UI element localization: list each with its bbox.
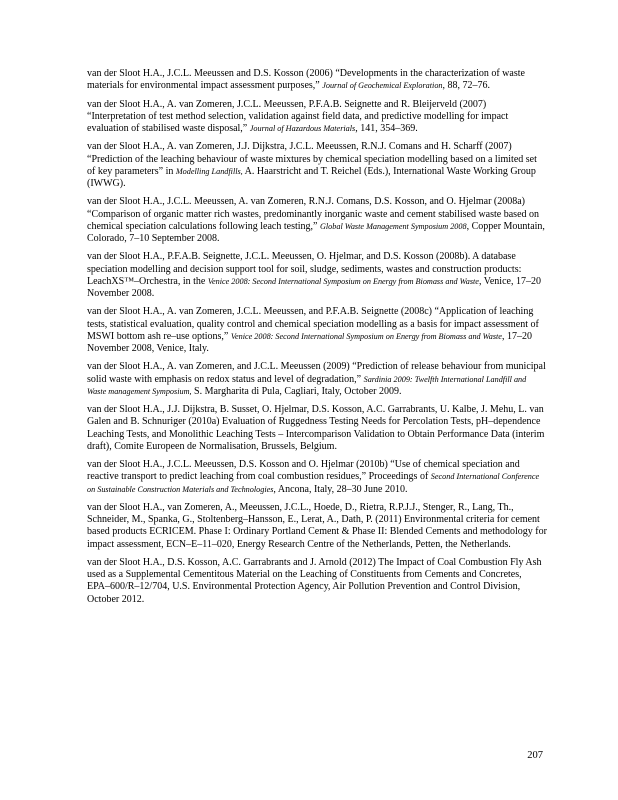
reference-source: Second International Conference on Sustainable Construction Materials and Technologies <box>87 472 540 494</box>
reference-text: van der Sloot H.A., J.C.L. Meeussen, A. van Zomeren, R.N.J. Comans, D.S. Kosson, and O. Hjelmar (2008a) “Comparison of organic matter rich wastes, predominantly inorganic waste and cement stabilised waste based on chemical speciation calculations following leach testing,” <box>87 196 540 232</box>
reference-details: , Copper Mountain, Colorado, 7–10 September 2008. <box>87 220 545 244</box>
reference-text: van der Sloot H.A., P.F.A.B. Seignette, J.C.L. Meeussen, O. Hjelmar, and D.S. Kosson (2008b). A database speciation modelling and decision support tool for soil, sludge, sediments, wastes and construction products: LeachXS™–Orchestra, in the <box>87 251 522 287</box>
reference-details: , 88, 72–76. <box>442 80 491 92</box>
reference-source: Sardinia 2009: Twelfth International Landfill and Waste management Symposium, <box>87 374 527 396</box>
reference-entry <box>87 68 547 92</box>
reference-entry <box>87 196 547 245</box>
reference-details: A. Haarstricht and T. Reichel (Eds.), International Waste Working Group (IWWG). <box>87 165 536 189</box>
reference-source: Journal of Geochemical Exploration <box>322 81 443 91</box>
reference-text: van der Sloot H.A., A. van Zomeren, J.C.L. Meeussen, and P.F.A.B. Seignette (2008c) “Application of leaching tests, statistical evaluation, quality control and chemical speciation modelling as a basis for impact assessment of MSWI bottom ash re–use options,” <box>87 306 539 342</box>
reference-details: , 141, 354–369. <box>355 123 418 134</box>
reference-details: S. Margharita di Pula, Cagliari, Italy, October 2009. <box>191 385 402 397</box>
page-number: 207 <box>527 750 543 761</box>
reference-text: van der Sloot H.A., A. van Zomeren, J.C.L. Meeussen, P.F.A.B. Seignette and R. Bleijerveld (2007) “Interpretation of test method selection, validation against field data, and predictive modelling for impact evaluation of stabilised waste disposal,” <box>87 98 509 134</box>
reference-source: Venice 2008: Second International Symposium on Energy from Biomass and Waste <box>230 331 502 341</box>
reference-text: van der Sloot H.A., J.C.L. Meeussen, D.S. Kosson and O. Hjelmar (2010b) “Use of chemical speciation and reactive transport to predict leaching from coal combustion residues,” Proceedings of <box>87 459 520 483</box>
reference-details: , 17–20 November 2008, Venice, Italy. <box>87 330 532 354</box>
reference-text: van der Sloot H.A., J.J. Dijkstra, B. Susset, O. Hjelmar, D.S. Kosson, A.C. Garrabrants, U. Kalbe, J. Mehu, L. van Galen and B. Schnuriger (2010a) Evaluation of Ruggedness Testing Needs for Percolation Tests, pH–dependence Leaching Tests, and Monolithic Leaching Tests – Intercomparison Validation to Obtain Performance Data (interim draft), Comite Europeen de Normalisation, Brussels, Belgium. <box>87 404 545 452</box>
reference-text: van der Sloot H.A., A. van Zomeren, J.J. Dijkstra, J.C.L. Meeussen, R.N.J. Comans and H. Scharff (2007) “Prediction of the leaching behaviour of waste mixtures by chemical speciation modelling based on a limited set of key parameters” in <box>87 141 537 177</box>
reference-text: van der Sloot H.A., J.C.L. Meeussen and D.S. Kosson (2006) “Developments in the characterization of waste materials for environmental impact assessment purposes,” <box>87 68 525 92</box>
reference-entry <box>87 502 547 551</box>
reference-source: Modelling Landfills, <box>175 166 243 176</box>
reference-source: Global Waste Management Symposium 2008 <box>319 221 467 231</box>
reference-entry <box>87 459 547 496</box>
reference-list <box>87 68 547 612</box>
reference-details: , Ancona, Italy, 28–30 June 2010. <box>273 483 408 495</box>
reference-text: van der Sloot H.A., D.S. Kosson, A.C. Garrabrants and J. Arnold (2012) The Impact of Coal Combustion Fly Ash used as a Supplemental Cementitous Material on the Leaching of Constituents from Cements and Concretes, EPA–600/R–12/704, U.S. Environmental Protection Agency, Air Pollution Prevention and Control Division, October 2012. <box>87 556 542 605</box>
reference-entry <box>87 404 547 453</box>
reference-text: van der Sloot H.A., van Zomeren, A., Meeussen, J.C.L., Hoede, D., Rietra, R.P.J.J., Stenger, R., Lang, Th., Schneider, M., Spanka, G., Stoltenberg–Hansson, E., Lerat, A., Dath, P. (2011) Environmental criteria for cement based products ECRICEM. Phase I: Ordinary Portland Cement & Phase II: Blended Cements and methodology for impact assessment, ECN–E–11–020, Energy Research Centre of the Netherlands, Petten, the Netherlands. <box>87 501 547 550</box>
reference-entry <box>87 99 547 136</box>
reference-text: van der Sloot H.A., A. van Zomeren, and J.C.L. Meeussen (2009) “Prediction of release behaviour from municipal solid waste with emphasis on redox status and level of degradation,” <box>87 361 546 385</box>
reference-entry <box>87 141 547 190</box>
reference-entry <box>87 251 547 300</box>
reference-entry <box>87 361 547 398</box>
reference-entry <box>87 306 547 355</box>
reference-source: Journal of Hazardous Materials <box>249 124 356 133</box>
reference-source: Venice 2008: Second International Symposium on Energy from Biomass and Waste <box>207 276 479 286</box>
reference-entry <box>87 557 547 606</box>
reference-details: , Venice, 17–20 November 2008. <box>87 275 541 299</box>
